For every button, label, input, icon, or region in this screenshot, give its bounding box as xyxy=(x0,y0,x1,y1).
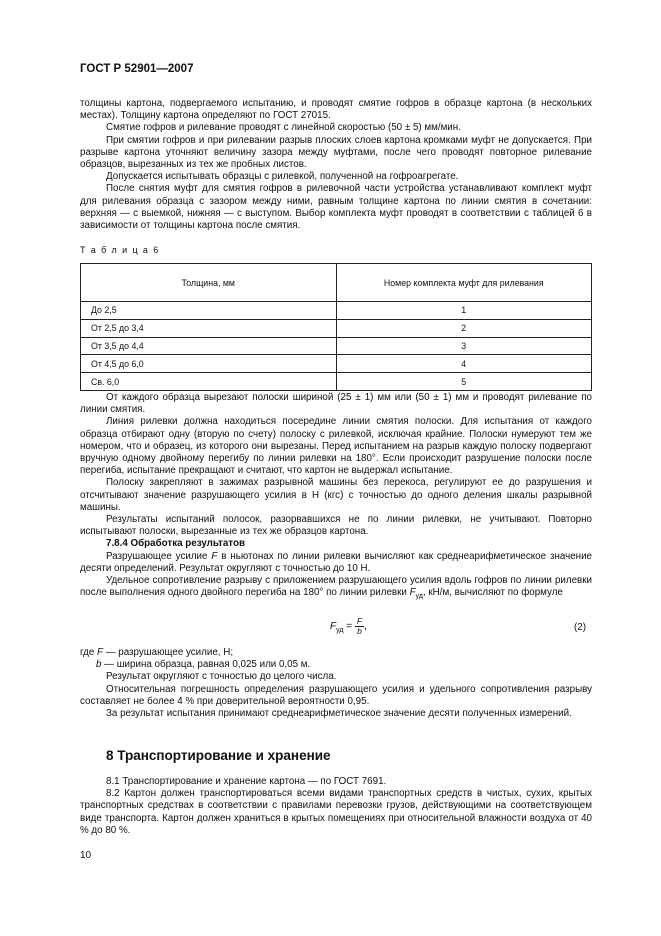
paragraph: Линия рилевки должна находиться посередине линии смятия полоски. Для испытания от каждого образца отбирают одну (вторую по счету) полоску с рилевкой, исключая крайние. Полоски нумеруют тем же номером, что и образец, из которого они вырезаны. Перед испытанием на разрыв каждую полоску подвергают вручную одному двойному перегибу по линии рилевки на 180°. Если происходит разрушение полоски после перегиба, испытание прекращают и считают, что картон не выдержал испытание. xyxy=(80,416,592,477)
results-text-block xyxy=(80,647,592,720)
page-number: 10 xyxy=(80,850,92,861)
section-text-block xyxy=(80,776,592,837)
table-cell: 2 xyxy=(336,319,592,337)
paragraph: Полоску закрепляют в зажимах разрывной машины без перекоса, регулируют ее до разрушения и отсчитывают значение разрушающего усилия в Н (кгс) с точностью до одного деления шкалы разрывной машины. xyxy=(80,477,592,513)
formula-fraction: $\frac{F}{b}$ xyxy=(356,616,363,636)
table-cell: Св. 6,0 xyxy=(81,373,337,391)
paragraph: Разрушающее усилие F в ньютонах по линии рилевки вычисляют как среднеарифметическое значение десяти определений. Результат округляют с точностью до 10 Н. xyxy=(80,550,592,574)
paragraph: Смятие гофров и рилевание проводят с линейной скоростью (50 ± 5) мм/мин. xyxy=(106,122,461,134)
document-header: ГОСТ Р 52901—2007 xyxy=(80,63,194,75)
procedure-text-block xyxy=(80,392,592,603)
table-cell: 1 xyxy=(336,302,592,320)
formula-number: (2) xyxy=(574,622,586,633)
table-cell: 3 xyxy=(336,337,592,355)
paragraph: При смятии гофров и при рилевании разрыв плоских слоев картона кромками муфт не допускается. При разрыве картона уточняют величину зазора между муфтами, после чего проводят повторное рилевание образцов, вырезанных из тех же пробных листов. xyxy=(80,134,592,171)
table-cell: От 2,5 до 3,4 xyxy=(81,319,337,337)
paragraph: 8.2 Картон должен транспортироваться всеми видами транспортных средств в чистых, сухих, крытых транспортных средствах в соответствии с правилами перевозки грузов, действующими на соответствующем виде транспорта. Картон должен храниться в крытых помещениях при относительной влажности воздуха от 40 % до 80 %. xyxy=(80,788,592,836)
table-row xyxy=(81,373,592,391)
section-title: 8 Транспортирование и хранение xyxy=(106,748,331,763)
table-cell: До 2,5 xyxy=(81,302,337,320)
where-line: где F — разрушающее усилие, Н; xyxy=(80,647,234,658)
paragraph: Допускается испытывать образцы с рилевкой, полученной на гофроагрегате. xyxy=(106,171,459,183)
table-cell: 4 xyxy=(336,355,592,373)
table-cell: От 4,5 до 6,0 xyxy=(81,355,337,373)
paragraph: Удельное сопротивление разрыву с приложением разрушающего усилия вдоль гофров по линии рилевки после выполнения одного двойного перегиба на 180° по линии рилевки $F_{уд}$, кН/м, вычисляют по формуле xyxy=(80,575,592,601)
thickness-table xyxy=(80,263,592,391)
table-row xyxy=(81,302,592,320)
paragraph: Результаты испытаний полосок, разорвавшихся не по линии рилевки, не учитывают. Повторно испытывают полоски, вырезанные из тех же образцов картона. xyxy=(80,514,592,538)
paragraph: толщины картона, подвергаемого испытанию, и проводят смятие гофров в образце картона (в нескольких местах). Толщину картона определяют по ГОСТ 27015. xyxy=(80,98,592,122)
table-row xyxy=(81,355,592,373)
table-cell: 5 xyxy=(336,373,592,391)
table-header-thickness: Толщина, мм xyxy=(81,264,337,302)
table-header-row xyxy=(81,264,592,302)
where-line: b — ширина образца, равная 0,025 или 0,05 м. xyxy=(96,659,311,671)
table-header-set-number: Номер комплекта муфт для рилевания xyxy=(336,264,592,302)
paragraph: Результат округляют с точностью до целого числа. xyxy=(106,671,337,683)
intro-text-block xyxy=(80,98,592,232)
subsection-title: 7.8.4 Обработка результатов xyxy=(106,538,245,550)
formula-2: $F_{уд}$ = $\frac{F}{b}$ , xyxy=(330,616,367,636)
table-cell: От 3,5 до 4,4 xyxy=(81,337,337,355)
paragraph: Относительная погрешность определения разрушающего усилия и удельного сопротивления разрыву составляет не более 4 % при доверительной вероятности 0,95. xyxy=(80,683,592,707)
table-row xyxy=(81,319,592,337)
paragraph: За результат испытания принимают среднеарифметическое значение десяти полученных измерений. xyxy=(106,708,572,720)
table-caption: Т а б л и ц а 6 xyxy=(80,245,160,255)
paragraph: После снятия муфт для смятия гофров в рилевочной части устройства устанавливают комплект муфт для рилевания образца с зазором между ними, равным толщине картона по линии смятия в сочетании: верхняя — с выемкой, нижняя — с выступом. Выбор комплекта муфт проводят в соответствии с таблицей 6 в зависимости от толщины картона после смятия. xyxy=(80,183,592,232)
table-row xyxy=(81,337,592,355)
paragraph: 8.1 Транспортирование и хранение картона — по ГОСТ 7691. xyxy=(106,776,387,787)
paragraph: От каждого образца вырезают полоски шириной (25 ± 1) мм или (50 ± 1) мм и проводят рилевание по линии смятия. xyxy=(80,392,592,416)
